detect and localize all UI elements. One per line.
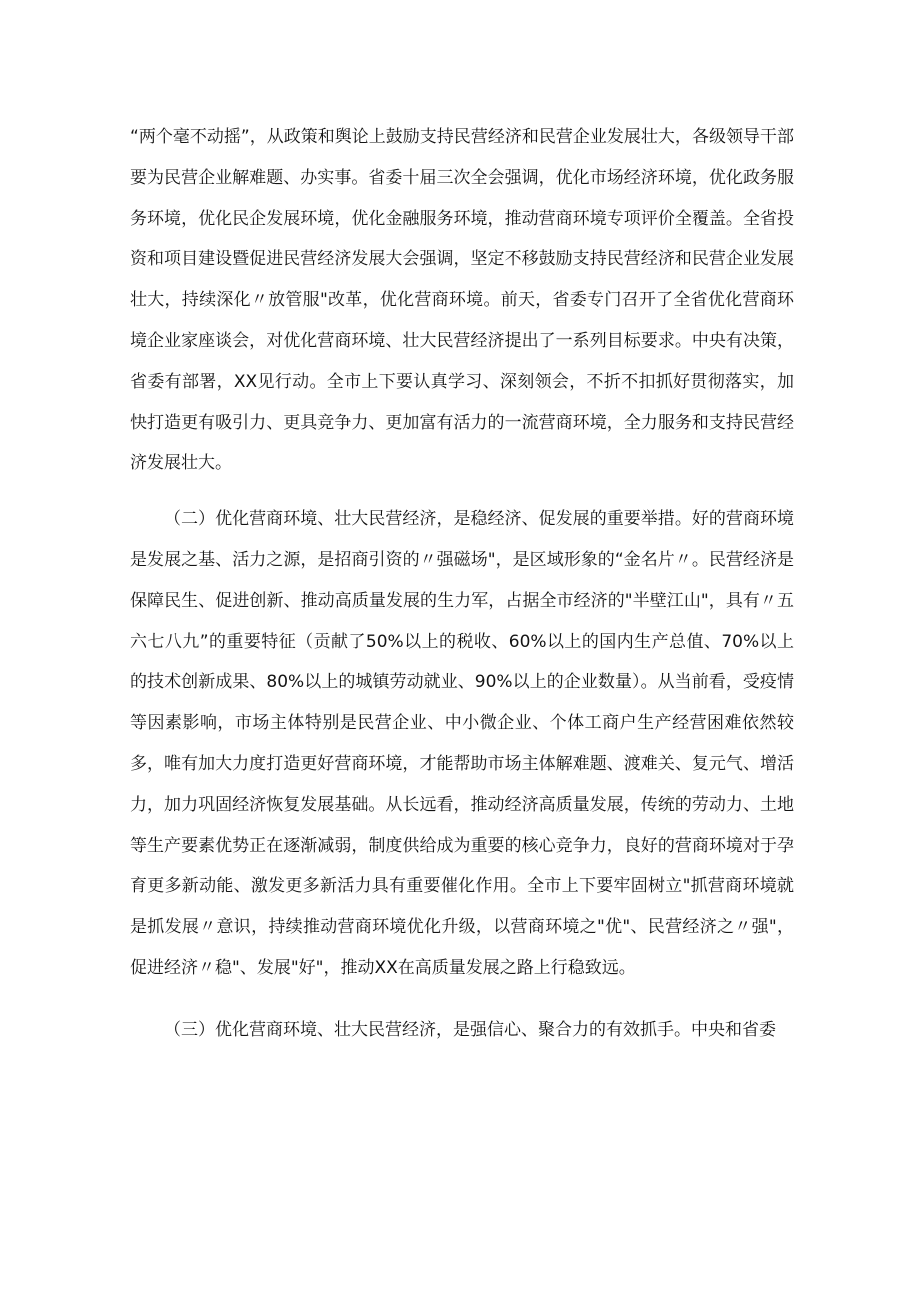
paragraph-3: （三）优化营商环境、壮大民营经济，是强信心、聚合力的有效抓手。中央和省委	[164, 1019, 776, 1040]
paragraph-2: （二）优化营商环境、壮大民营经济，是稳经济、促发展的重要举措。好的营商环境是发展之基、活力之源，是招商引资的〃强磁场"，是区域形象的“金名片〃。民营经济是保障民生、促进创新、推动高质量发展的生力军，占据全市经济的"半壁江山"，具有〃五六七八九”的重要特征（贡献了50%以上的税收、60%以上的国内生产总值、70%以上的技术创新成果、80%以上的城镇劳动就业、90%以上的企业数量）。从当前看，受疫情等因素影响，市场主体特别是民营企业、中小微企业、个体工商户生产经营困难依然较多，唯有加大力度打造更好营商环境，才能帮助市场主体解难题、渡难关、复元气、增活力，加力巩固经济恢复发展基础。从长远看，推动经济高质量发展，传统的劳动力、土地等生产要素优势正在逐渐减弱，制度供给成为重要的核心竞争力，良好的营商环境对于孕育更多新动能、激发更多新活力具有重要催化作用。全市上下要牢固树立"抓营商环境就是抓发展〃意识，持续推动营商环境优化升级，以营商环境之"优"、民营经济之〃强"，促进经济〃稳"、发展"好"，推动XX在高质量发展之路上行稳致远。	[130, 509, 794, 978]
paragraph-1: “两个毫不动摇”，从政策和舆论上鼓励支持民营经济和民营企业发展壮大，各级领导干部要为民营企业解难题、办实事。省委十届三次全会强调，优化市场经济环境，优化政务服务环境，优化民企发展环境，优化金融服务环境，推动营商环境专项评价全覆盖。全省投资和项目建设暨促进民营经济发展大会强调，坚定不移鼓励支持民营经济和民营企业发展壮大，持续深化〃放管服"改革，优化营商环境。前天，省委专门召开了全省优化营商环境企业家座谈会，对优化营商环境、壮大民营经济提出了一系列目标要求。中央有决策，省委有部署，XX见行动。全市上下要认真学习、深刻领会，不折不扣抓好贯彻落实，加快打造更有吸引力、更具竞争力、更加富有活力的一流营商环境，全力服务和支持民营经济发展壮大。	[130, 127, 794, 474]
document-body	[130, 117, 794, 1051]
